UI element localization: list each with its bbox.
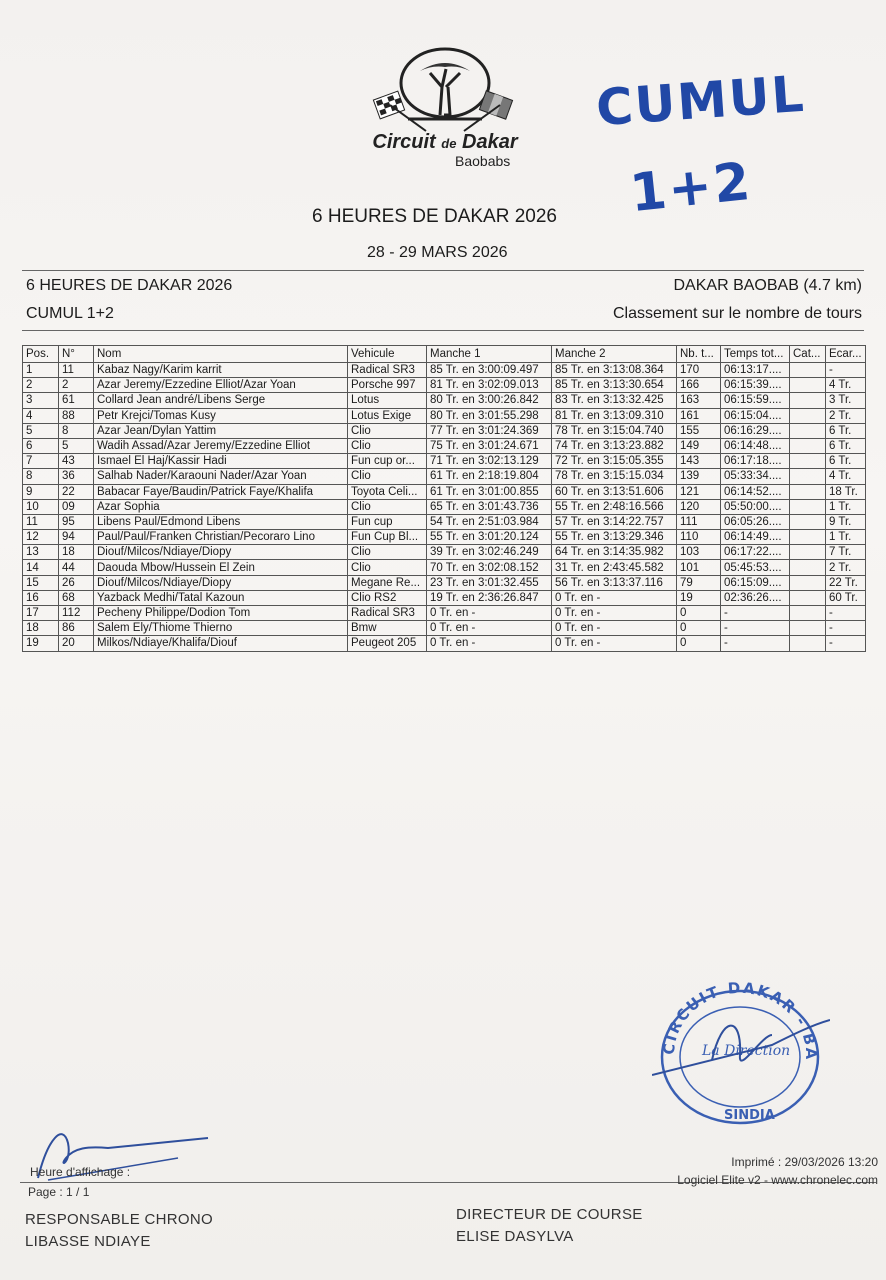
cell-number: 18: [59, 545, 94, 560]
column-header: Ecar...: [826, 346, 866, 363]
cell-total-time: 05:33:34....: [721, 469, 790, 484]
cell-category: [790, 363, 826, 378]
cell-manche1: 70 Tr. en 3:02:08.152: [427, 560, 552, 575]
cell-total-time: 06:15:59....: [721, 393, 790, 408]
cell-vehicle: Clio: [348, 438, 427, 453]
cell-name: Paul/Paul/Franken Christian/Pecoraro Lino: [94, 530, 348, 545]
table-row: [23, 530, 866, 545]
cell-manche1: 0 Tr. en -: [427, 606, 552, 621]
cell-total-time: -: [721, 621, 790, 636]
cell-gap: 22 Tr.: [826, 575, 866, 590]
table-row: [23, 621, 866, 636]
circuit-logo: [360, 45, 530, 175]
cell-manche1: 75 Tr. en 3:01:24.671: [427, 438, 552, 453]
footer-logiciel: Logiciel Elite v2 - www.chronelec.com: [677, 1173, 878, 1187]
table-row: [23, 363, 866, 378]
cell-pos: 13: [23, 545, 59, 560]
cell-number: 95: [59, 514, 94, 529]
cell-number: 09: [59, 499, 94, 514]
cell-category: [790, 575, 826, 590]
cell-number: 43: [59, 454, 94, 469]
cell-gap: 2 Tr.: [826, 408, 866, 423]
cell-laps: 103: [677, 545, 721, 560]
cell-category: [790, 606, 826, 621]
cell-total-time: 06:17:22....: [721, 545, 790, 560]
cell-pos: 15: [23, 575, 59, 590]
header-right-title: DAKAR BAOBAB (4.7 km): [673, 277, 862, 294]
cell-gap: 4 Tr.: [826, 378, 866, 393]
cell-name: Yazback Medhi/Tatal Kazoun: [94, 590, 348, 605]
cell-laps: 139: [677, 469, 721, 484]
cell-pos: 3: [23, 393, 59, 408]
cell-number: 2: [59, 378, 94, 393]
footer-imprime: Imprimé : 29/03/2026 13:20: [731, 1155, 878, 1169]
cell-pos: 10: [23, 499, 59, 514]
cell-manche1: 65 Tr. en 3:01:43.736: [427, 499, 552, 514]
column-header: Pos.: [23, 346, 59, 363]
resp-chrono-name: LIBASSE NDIAYE: [25, 1233, 151, 1250]
stamp-bottom-text: SINDIA: [724, 1108, 775, 1123]
cell-manche1: 77 Tr. en 3:01:24.369: [427, 423, 552, 438]
cell-laps: 101: [677, 560, 721, 575]
cell-vehicle: Radical SR3: [348, 363, 427, 378]
cell-vehicle: Megane Re...: [348, 575, 427, 590]
official-stamp: [652, 975, 830, 1125]
cell-number: 5: [59, 438, 94, 453]
cell-manche1: 80 Tr. en 3:00:26.842: [427, 393, 552, 408]
cell-name: Azar Sophia: [94, 499, 348, 514]
event-dates: 28 - 29 MARS 2026: [367, 244, 508, 261]
table-row: [23, 545, 866, 560]
table-header-row: [23, 346, 866, 363]
cell-manche1: 23 Tr. en 3:01:32.455: [427, 575, 552, 590]
cell-manche2: 55 Tr. en 3:13:29.346: [552, 530, 677, 545]
cell-category: [790, 469, 826, 484]
cell-name: Salem Ely/Thiome Thierno: [94, 621, 348, 636]
table-row: [23, 499, 866, 514]
cell-vehicle: Fun cup or...: [348, 454, 427, 469]
cell-vehicle: Lotus: [348, 393, 427, 408]
cell-vehicle: Toyota Celi...: [348, 484, 427, 499]
cell-vehicle: Clio: [348, 423, 427, 438]
cell-manche2: 31 Tr. en 2:43:45.582: [552, 560, 677, 575]
cell-name: Azar Jeremy/Ezzedine Elliot/Azar Yoan: [94, 378, 348, 393]
cell-vehicle: Bmw: [348, 621, 427, 636]
cell-number: 68: [59, 590, 94, 605]
cell-pos: 6: [23, 438, 59, 453]
column-header: Cat...: [790, 346, 826, 363]
cell-pos: 5: [23, 423, 59, 438]
cell-manche2: 57 Tr. en 3:14:22.757: [552, 514, 677, 529]
table-row: [23, 438, 866, 453]
cell-category: [790, 423, 826, 438]
cell-gap: 60 Tr.: [826, 590, 866, 605]
cell-number: 8: [59, 423, 94, 438]
cell-vehicle: Clio: [348, 499, 427, 514]
cell-number: 26: [59, 575, 94, 590]
cell-manche2: 78 Tr. en 3:15:04.740: [552, 423, 677, 438]
cell-name: Collard Jean andré/Libens Serge: [94, 393, 348, 408]
cell-number: 61: [59, 393, 94, 408]
cell-number: 88: [59, 408, 94, 423]
stamp-center-text: La Direction: [702, 1043, 791, 1059]
cell-total-time: 06:15:39....: [721, 378, 790, 393]
logo-brand-text: Circuit de Dakar: [372, 131, 518, 153]
cell-manche2: 60 Tr. en 3:13:51.606: [552, 484, 677, 499]
cell-manche1: 19 Tr. en 2:36:26.847: [427, 590, 552, 605]
cell-manche1: 0 Tr. en -: [427, 621, 552, 636]
table-row: [23, 575, 866, 590]
table-row: [23, 454, 866, 469]
cell-total-time: 06:17:18....: [721, 454, 790, 469]
stamp-top-text: CIRCUIT DAKAR - BA: [659, 978, 821, 1062]
cell-manche2: 64 Tr. en 3:14:35.982: [552, 545, 677, 560]
column-header: Manche 1: [427, 346, 552, 363]
cell-vehicle: Clio RS2: [348, 590, 427, 605]
table-row: [23, 636, 866, 651]
cell-vehicle: Clio: [348, 545, 427, 560]
cell-total-time: 02:36:26....: [721, 590, 790, 605]
cell-pos: 19: [23, 636, 59, 651]
cell-total-time: 06:14:52....: [721, 484, 790, 499]
cell-gap: 6 Tr.: [826, 438, 866, 453]
cell-total-time: 05:45:53....: [721, 560, 790, 575]
cell-manche1: 55 Tr. en 3:01:20.124: [427, 530, 552, 545]
cell-manche2: 81 Tr. en 3:13:09.310: [552, 408, 677, 423]
table-row: [23, 606, 866, 621]
column-header: N°: [59, 346, 94, 363]
cell-laps: 110: [677, 530, 721, 545]
cell-total-time: 06:14:49....: [721, 530, 790, 545]
cell-category: [790, 378, 826, 393]
logo-sub-text: Baobabs: [455, 153, 511, 169]
column-header: Manche 2: [552, 346, 677, 363]
cell-gap: 9 Tr.: [826, 514, 866, 529]
cell-category: [790, 499, 826, 514]
table-row: [23, 560, 866, 575]
cell-category: [790, 393, 826, 408]
cell-laps: 166: [677, 378, 721, 393]
cell-laps: 161: [677, 408, 721, 423]
cell-pos: 8: [23, 469, 59, 484]
cell-vehicle: Radical SR3: [348, 606, 427, 621]
cell-pos: 1: [23, 363, 59, 378]
results-table: [22, 345, 866, 652]
cell-name: Petr Krejci/Tomas Kusy: [94, 408, 348, 423]
cell-name: Milkos/Ndiaye/Khalifa/Diouf: [94, 636, 348, 651]
cell-category: [790, 560, 826, 575]
cell-gap: 18 Tr.: [826, 484, 866, 499]
cell-name: Daouda Mbow/Hussein El Zein: [94, 560, 348, 575]
cell-number: 86: [59, 621, 94, 636]
cell-category: [790, 408, 826, 423]
cell-name: Diouf/Milcos/Ndiaye/Diopy: [94, 575, 348, 590]
cell-manche2: 0 Tr. en -: [552, 621, 677, 636]
cell-vehicle: Porsche 997: [348, 378, 427, 393]
handwritten-cumul: CUMUL: [594, 64, 808, 138]
cell-gap: -: [826, 606, 866, 621]
footer-page: Page : 1 / 1: [28, 1185, 90, 1199]
cell-gap: -: [826, 636, 866, 651]
cell-manche2: 83 Tr. en 3:13:32.425: [552, 393, 677, 408]
cell-gap: 3 Tr.: [826, 393, 866, 408]
cell-name: Libens Paul/Edmond Libens: [94, 514, 348, 529]
cell-pos: 2: [23, 378, 59, 393]
cell-pos: 9: [23, 484, 59, 499]
table-row: [23, 408, 866, 423]
cell-category: [790, 438, 826, 453]
divider: [22, 270, 864, 271]
table-row: [23, 378, 866, 393]
cell-name: Salhab Nader/Karaouni Nader/Azar Yoan: [94, 469, 348, 484]
cell-name: Diouf/Milcos/Ndiaye/Diopy: [94, 545, 348, 560]
cell-pos: 17: [23, 606, 59, 621]
cell-total-time: 06:15:09....: [721, 575, 790, 590]
cell-category: [790, 590, 826, 605]
cell-laps: 163: [677, 393, 721, 408]
cell-category: [790, 545, 826, 560]
cell-manche2: 72 Tr. en 3:15:05.355: [552, 454, 677, 469]
directeur-name: ELISE DASYLVA: [456, 1228, 574, 1245]
cell-pos: 11: [23, 514, 59, 529]
column-header: Nom: [94, 346, 348, 363]
cell-manche1: 54 Tr. en 2:51:03.984: [427, 514, 552, 529]
cell-laps: 0: [677, 621, 721, 636]
cell-number: 11: [59, 363, 94, 378]
column-header: Temps tot...: [721, 346, 790, 363]
cell-total-time: -: [721, 606, 790, 621]
cell-laps: 111: [677, 514, 721, 529]
cell-manche2: 0 Tr. en -: [552, 590, 677, 605]
cell-category: [790, 636, 826, 651]
table-row: [23, 514, 866, 529]
cell-name: Babacar Faye/Baudin/Patrick Faye/Khalifa: [94, 484, 348, 499]
cell-laps: 143: [677, 454, 721, 469]
cell-manche2: 74 Tr. en 3:13:23.882: [552, 438, 677, 453]
header-right-sub: Classement sur le nombre de tours: [613, 305, 862, 322]
cell-manche2: 85 Tr. en 3:13:30.654: [552, 378, 677, 393]
cell-number: 44: [59, 560, 94, 575]
handwritten-1-plus-2: 1+2: [627, 151, 755, 225]
cell-gap: 6 Tr.: [826, 454, 866, 469]
table-row: [23, 393, 866, 408]
cell-laps: 0: [677, 636, 721, 651]
cell-pos: 12: [23, 530, 59, 545]
cell-total-time: 06:14:48....: [721, 438, 790, 453]
cell-manche1: 39 Tr. en 3:02:46.249: [427, 545, 552, 560]
cell-number: 36: [59, 469, 94, 484]
cell-pos: 16: [23, 590, 59, 605]
table-body: [23, 363, 866, 652]
cell-manche1: 71 Tr. en 3:02:13.129: [427, 454, 552, 469]
cell-manche2: 0 Tr. en -: [552, 606, 677, 621]
column-header: Nb. t...: [677, 346, 721, 363]
cell-gap: 7 Tr.: [826, 545, 866, 560]
cell-manche1: 61 Tr. en 2:18:19.804: [427, 469, 552, 484]
cell-laps: 149: [677, 438, 721, 453]
baobab-tree-icon: [360, 45, 530, 135]
header-left-sub: CUMUL 1+2: [26, 305, 114, 322]
cell-laps: 0: [677, 606, 721, 621]
cell-name: Azar Jean/Dylan Yattim: [94, 423, 348, 438]
cell-laps: 155: [677, 423, 721, 438]
cell-total-time: 05:50:00....: [721, 499, 790, 514]
table-row: [23, 590, 866, 605]
cell-laps: 121: [677, 484, 721, 499]
cell-category: [790, 530, 826, 545]
footer-heure: Heure d'affichage :: [30, 1165, 131, 1179]
cell-manche2: 78 Tr. en 3:15:15.034: [552, 469, 677, 484]
header-left-title: 6 HEURES DE DAKAR 2026: [26, 277, 233, 294]
cell-laps: 19: [677, 590, 721, 605]
cell-gap: -: [826, 363, 866, 378]
cell-category: [790, 621, 826, 636]
column-header: Vehicule: [348, 346, 427, 363]
table-row: [23, 423, 866, 438]
table-row: [23, 469, 866, 484]
cell-manche2: 85 Tr. en 3:13:08.364: [552, 363, 677, 378]
cell-manche1: 61 Tr. en 3:01:00.855: [427, 484, 552, 499]
cell-manche1: 0 Tr. en -: [427, 636, 552, 651]
cell-laps: 79: [677, 575, 721, 590]
cell-number: 112: [59, 606, 94, 621]
cell-gap: 1 Tr.: [826, 499, 866, 514]
resp-chrono-title: RESPONSABLE CHRONO: [25, 1211, 213, 1228]
cell-vehicle: Peugeot 205: [348, 636, 427, 651]
cell-name: Ismael El Haj/Kassir Hadi: [94, 454, 348, 469]
cell-pos: 18: [23, 621, 59, 636]
event-title: 6 HEURES DE DAKAR 2026: [312, 206, 557, 227]
cell-name: Pecheny Philippe/Dodion Tom: [94, 606, 348, 621]
cell-manche2: 0 Tr. en -: [552, 636, 677, 651]
cell-manche2: 55 Tr. en 2:48:16.566: [552, 499, 677, 514]
cell-total-time: 06:16:29....: [721, 423, 790, 438]
cell-total-time: 06:05:26....: [721, 514, 790, 529]
cell-vehicle: Fun cup: [348, 514, 427, 529]
cell-number: 20: [59, 636, 94, 651]
cell-total-time: 06:13:17....: [721, 363, 790, 378]
cell-number: 94: [59, 530, 94, 545]
cell-category: [790, 514, 826, 529]
cell-gap: 4 Tr.: [826, 469, 866, 484]
cell-laps: 120: [677, 499, 721, 514]
cell-vehicle: Fun Cup Bl...: [348, 530, 427, 545]
cell-vehicle: Clio: [348, 469, 427, 484]
cell-name: Kabaz Nagy/Karim karrit: [94, 363, 348, 378]
cell-gap: -: [826, 621, 866, 636]
cell-pos: 4: [23, 408, 59, 423]
cell-gap: 2 Tr.: [826, 560, 866, 575]
cell-name: Wadih Assad/Azar Jeremy/Ezzedine Elliot: [94, 438, 348, 453]
cell-total-time: 06:15:04....: [721, 408, 790, 423]
table-row: [23, 484, 866, 499]
cell-gap: 1 Tr.: [826, 530, 866, 545]
cell-total-time: -: [721, 636, 790, 651]
cell-manche1: 81 Tr. en 3:02:09.013: [427, 378, 552, 393]
cell-gap: 6 Tr.: [826, 423, 866, 438]
cell-manche2: 56 Tr. en 3:13:37.116: [552, 575, 677, 590]
cell-category: [790, 454, 826, 469]
cell-manche1: 85 Tr. en 3:00:09.497: [427, 363, 552, 378]
cell-number: 22: [59, 484, 94, 499]
cell-pos: 7: [23, 454, 59, 469]
cell-pos: 14: [23, 560, 59, 575]
divider: [22, 330, 864, 331]
directeur-title: DIRECTEUR DE COURSE: [456, 1206, 643, 1223]
cell-category: [790, 484, 826, 499]
cell-vehicle: Clio: [348, 560, 427, 575]
cell-vehicle: Lotus Exige: [348, 408, 427, 423]
cell-laps: 170: [677, 363, 721, 378]
cell-manche1: 80 Tr. en 3:01:55.298: [427, 408, 552, 423]
